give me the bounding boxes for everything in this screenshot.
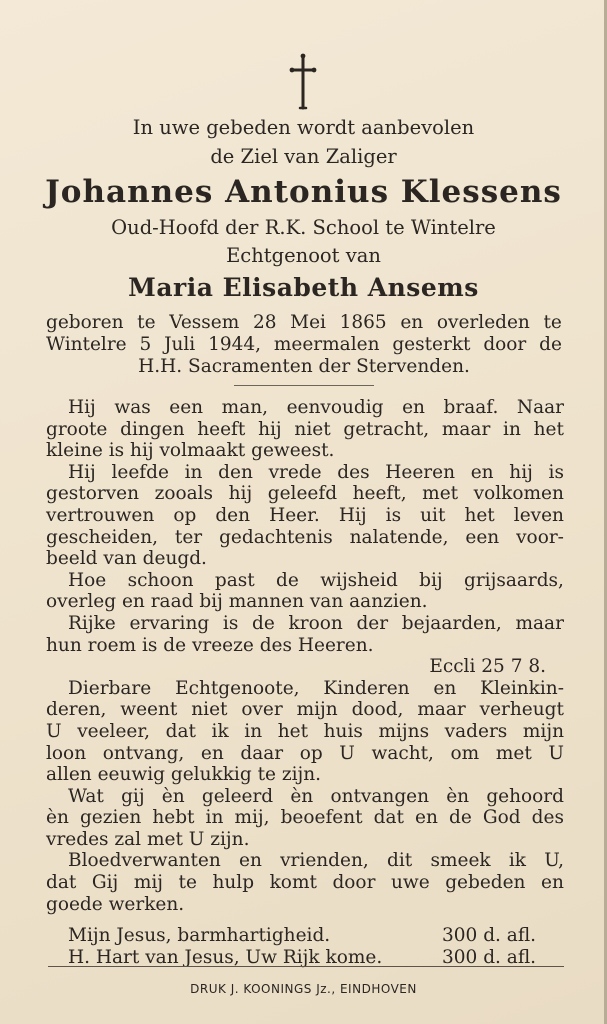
word: groote: [46, 418, 108, 440]
word: bij: [419, 569, 443, 591]
text-line: [46, 850, 564, 872]
word: vrienden,: [280, 850, 369, 872]
word: des: [337, 461, 370, 483]
word: gezien: [79, 807, 142, 829]
text-line: [46, 699, 564, 721]
word: hij: [228, 483, 253, 505]
word: dood,: [351, 699, 404, 721]
word: mij,: [234, 807, 270, 829]
word: gescheiden,: [46, 526, 159, 548]
word: Naar: [516, 397, 564, 418]
word: is: [385, 504, 402, 526]
word: hij: [258, 418, 282, 440]
word: hebt: [152, 807, 195, 829]
text-line: [46, 678, 564, 700]
word: dat: [373, 807, 404, 829]
word: geboren: [46, 312, 124, 333]
word: op: [173, 504, 197, 526]
word: Heer.: [269, 504, 320, 526]
text-line: [46, 419, 564, 441]
word: weent: [120, 699, 178, 721]
word: gedachtenis: [219, 526, 333, 548]
word: zooals: [154, 483, 214, 505]
word: nalatende,: [349, 526, 449, 548]
word: wijsheid: [320, 569, 398, 591]
word: past: [214, 569, 255, 591]
text-line: [46, 872, 564, 894]
word: in: [184, 461, 203, 483]
word: de: [448, 807, 472, 829]
indulgence-text: Mijn Jesus, barmhartigheid.: [68, 925, 331, 946]
word: mijns: [378, 720, 430, 742]
text-line: kleine is hij volmaakt geweest.: [46, 440, 335, 462]
word: daar: [240, 742, 284, 764]
text-line: [46, 397, 564, 419]
word: hulp: [212, 872, 255, 894]
word: èn: [161, 785, 185, 807]
word: door: [332, 872, 376, 894]
word: in: [503, 418, 521, 440]
word: smeek: [430, 850, 491, 872]
text-line: [46, 721, 564, 743]
word: gij: [121, 785, 145, 807]
word: maar: [441, 418, 491, 440]
word: met: [495, 742, 532, 764]
word: meermalen: [273, 334, 380, 355]
text-line: vredes zal met U zijn.: [46, 828, 250, 850]
word: verheugt: [479, 699, 564, 721]
text-line: [46, 743, 564, 765]
word: U: [339, 742, 355, 764]
word: Hoe: [68, 569, 107, 591]
word: ik: [211, 720, 229, 742]
word: uwe: [390, 872, 430, 894]
spouse-name: Maria Elisabeth Ansems: [128, 273, 479, 302]
text-line: goede werken.: [46, 893, 185, 915]
word: mijn: [296, 699, 338, 721]
birth-line-3: H.H. Sacramenten der Stervenden.: [138, 356, 470, 377]
text-line: [46, 786, 564, 808]
memorial-text: [46, 397, 564, 915]
word: der: [356, 612, 389, 634]
word: een: [169, 397, 204, 418]
word: Vessem: [169, 312, 240, 333]
word: 28: [252, 312, 277, 333]
printer-credit: DRUK J. KOONINGS Jz., EINDHOVEN: [190, 982, 417, 996]
word: het: [533, 418, 564, 440]
text-line: [46, 462, 564, 484]
word: de: [276, 569, 299, 591]
word: Juli: [164, 334, 196, 355]
word: 5: [139, 334, 152, 355]
word: heeft: [197, 418, 246, 440]
word: en: [415, 807, 438, 829]
word: Mei: [290, 312, 326, 333]
word: Hij: [68, 397, 96, 418]
word: wacht,: [371, 742, 434, 764]
word: te: [543, 312, 562, 333]
word: dat: [46, 872, 77, 894]
word: gebeden: [445, 872, 526, 894]
word: U,: [544, 850, 564, 872]
indulgence-value: 300 d. afl.: [442, 947, 537, 968]
deceased-role: Oud-Hoofd der R.K. School te Wintelre: [111, 216, 496, 239]
word: gestorven: [46, 483, 140, 505]
text-line: allen eeuwig gelukkig te zijn.: [46, 764, 322, 786]
word: te: [178, 872, 197, 894]
intro-line-1: In uwe gebeden wordt aanbevolen: [132, 116, 475, 139]
word: geleefd: [267, 483, 338, 505]
word: Rijke: [68, 612, 116, 634]
word: grijsaards,: [463, 569, 564, 591]
word: vertrouwen: [46, 504, 155, 526]
word: met: [422, 483, 459, 505]
word: Kinderen: [323, 677, 410, 699]
word: ontvang,: [102, 742, 185, 764]
word: en: [541, 872, 564, 894]
word: en: [402, 397, 425, 418]
word: des: [531, 807, 564, 829]
word: in: [244, 720, 263, 742]
text-line: [46, 483, 564, 505]
word: huis: [323, 720, 363, 742]
word: geleerd: [201, 785, 274, 807]
word: uit: [420, 504, 446, 526]
indulgence-value: 300 d. afl.: [442, 925, 537, 946]
text-line: [46, 505, 564, 527]
word: schoon: [127, 569, 194, 591]
word: Heeren: [385, 461, 456, 483]
word: de: [539, 334, 562, 355]
text-line: beeld van deugd.: [46, 548, 207, 570]
word: volkomen: [473, 483, 564, 505]
word: heeft,: [352, 483, 407, 505]
word: het: [464, 504, 495, 526]
word: getracht,: [343, 418, 430, 440]
word: door: [483, 334, 527, 355]
word: voor-: [516, 526, 564, 548]
word: den: [215, 504, 251, 526]
indulgence-row: [46, 925, 564, 947]
text-line: [46, 527, 564, 549]
word: gesterkt: [392, 334, 471, 355]
text-line: [46, 613, 564, 635]
word: deren,: [46, 699, 107, 721]
word: maar: [515, 612, 564, 634]
indulgence-text: H. Hart van Jesus, Uw Rijk kome.: [68, 947, 383, 968]
word: gehoord: [486, 785, 564, 807]
deceased-name: Johannes Antonius Klessens: [45, 174, 562, 210]
text-line: hun roem is de vreeze des Heeren.: [46, 634, 374, 656]
word: niet: [191, 699, 228, 721]
word: Bloedverwanten: [68, 850, 221, 872]
word: op: [299, 742, 323, 764]
word: bejaarden,: [401, 612, 502, 634]
birth-line-1: [46, 312, 562, 334]
word: loon: [46, 742, 87, 764]
word: is: [548, 461, 564, 483]
word: mijn: [522, 720, 564, 742]
scripture-citation: Eccli 25 7 8.: [429, 656, 546, 678]
word: Dierbare: [68, 677, 152, 699]
indulgence-prayers: [46, 925, 564, 969]
word: 1944,: [208, 334, 262, 355]
word: veeleer,: [77, 720, 151, 742]
word: èn: [46, 807, 69, 829]
spouse-label: Echtgenoot van: [226, 244, 381, 267]
word: Kleinkin-: [480, 677, 564, 699]
word: eenvoudig: [286, 397, 384, 418]
text-line: [46, 570, 564, 592]
divider-full: [48, 966, 564, 967]
word: ervaring: [129, 612, 210, 634]
word: ontvangen: [330, 785, 430, 807]
word: was: [114, 397, 151, 418]
word: Gij: [91, 872, 119, 894]
word: Wat: [68, 785, 104, 807]
word: komt: [269, 872, 317, 894]
word: Echtgenoote,: [175, 677, 300, 699]
birth-line-2: [46, 334, 562, 356]
word: 1865: [339, 312, 387, 333]
word: dit: [387, 850, 413, 872]
word: ter: [174, 526, 203, 548]
word: en: [200, 742, 224, 764]
word: U: [548, 742, 564, 764]
word: man,: [221, 397, 269, 418]
divider-short: [234, 385, 374, 386]
word: leven: [513, 504, 564, 526]
word: en: [239, 850, 262, 872]
word: een: [465, 526, 500, 548]
word: leefde: [111, 461, 169, 483]
word: en: [433, 677, 457, 699]
word: Wintelre: [46, 334, 127, 355]
word: het: [277, 720, 309, 742]
word: mij: [133, 872, 164, 894]
word: vrede: [268, 461, 322, 483]
intro-line-2: de Ziel van Zaliger: [210, 145, 397, 168]
text-line: overleg en raad bij mannen van aanzien.: [46, 591, 428, 613]
word: en: [400, 312, 424, 333]
word: Hij: [68, 461, 96, 483]
birth-death-notice: [46, 312, 562, 378]
word: dat: [165, 720, 196, 742]
word: in: [205, 807, 224, 829]
word: God: [482, 807, 521, 829]
word: beoefent: [280, 807, 363, 829]
word: èn: [446, 785, 470, 807]
word: kroon: [288, 612, 343, 634]
word: en: [470, 461, 494, 483]
word: vaders: [444, 720, 508, 742]
word: dingen: [120, 418, 185, 440]
word: U: [46, 720, 62, 742]
word: maar: [417, 699, 466, 721]
cross-icon: [288, 52, 318, 110]
word: over: [241, 699, 283, 721]
word: overleden: [436, 312, 530, 333]
word: is: [222, 612, 239, 634]
word: hij: [509, 461, 533, 483]
word: den: [218, 461, 253, 483]
word: ik: [508, 850, 526, 872]
word: te: [137, 312, 156, 333]
text-line: [46, 807, 564, 829]
word: braaf.: [443, 397, 499, 418]
word: èn: [290, 785, 314, 807]
word: om: [450, 742, 480, 764]
word: niet: [294, 418, 331, 440]
word: Hij: [338, 504, 367, 526]
word: de: [252, 612, 275, 634]
